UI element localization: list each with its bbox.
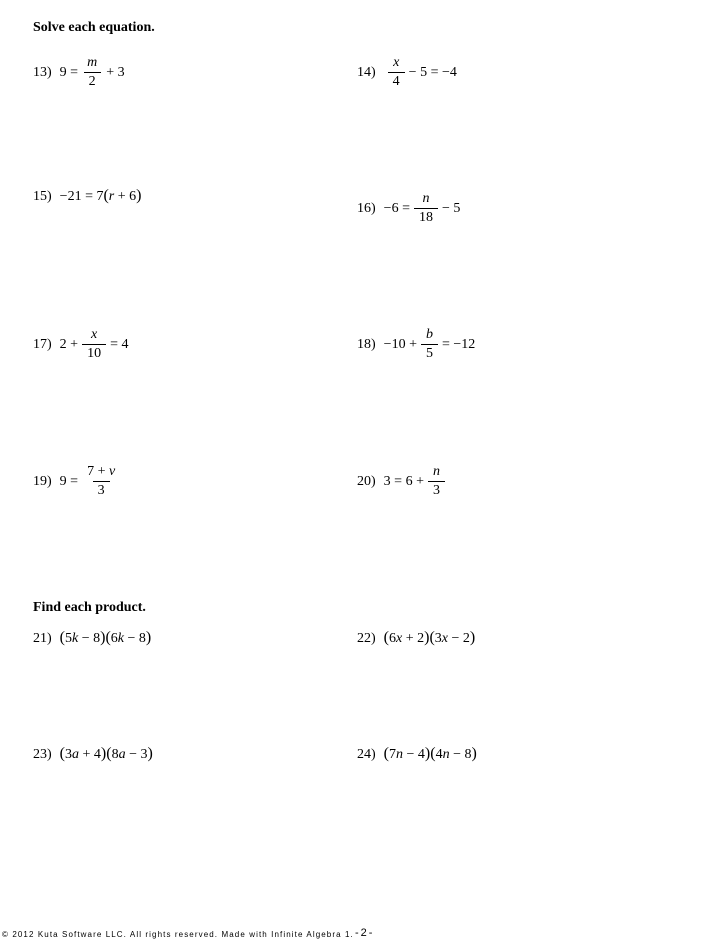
section-heading-solve: Solve each equation. xyxy=(33,20,155,35)
numerator-variable: v xyxy=(108,464,116,479)
problem-number: 16) xyxy=(357,200,376,216)
constant-term: − 8 xyxy=(78,631,101,646)
fraction-numerator: b xyxy=(425,327,433,342)
coefficient: 8 xyxy=(111,747,119,762)
problem-24: 24) (7n − 4)(4n − 8) xyxy=(357,745,477,762)
problem-15 xyxy=(33,188,141,204)
constant-term: + 4 xyxy=(79,747,101,762)
fraction xyxy=(421,328,438,361)
problem-number: 20) xyxy=(357,473,376,489)
fraction-denominator: 4 xyxy=(388,72,405,89)
equation-rest: − 5 xyxy=(441,200,461,216)
constant-term: − 4 xyxy=(403,747,425,762)
coefficient: 3 xyxy=(434,631,442,646)
problem-18 xyxy=(357,328,475,361)
equation-rest: = −12 xyxy=(441,336,476,352)
problem-19 xyxy=(33,465,124,498)
problem-14 xyxy=(357,56,457,89)
equation-rest: + 3 xyxy=(106,64,125,80)
equation-rest: = 4 xyxy=(110,336,129,352)
variable: r xyxy=(108,189,115,204)
fraction-numerator: n xyxy=(422,191,430,206)
variable: k xyxy=(72,631,79,646)
coefficient: 4 xyxy=(435,747,443,762)
fraction xyxy=(414,192,438,225)
fraction-denominator: 3 xyxy=(93,481,110,498)
equation-lhs: −6 = xyxy=(383,200,410,216)
equation-lhs: −10 + xyxy=(383,336,417,352)
fraction xyxy=(82,465,120,498)
problem-number: 24) xyxy=(357,747,376,762)
constant-term: − 8 xyxy=(124,631,146,646)
problem-number: 18) xyxy=(357,336,376,352)
problem-23: 23) (3a + 4)(8a − 3) xyxy=(33,745,153,762)
equation-rest: − 5 = −4 xyxy=(408,64,457,80)
fraction xyxy=(82,328,106,361)
equation-lhs: 9 = xyxy=(59,473,79,489)
fraction-numerator: x xyxy=(90,327,98,342)
fraction-denominator: 3 xyxy=(428,481,445,498)
coefficient: 5 xyxy=(65,631,72,646)
problem-number: 14) xyxy=(357,64,376,80)
problem-number: 15) xyxy=(33,189,52,204)
coefficient: 6 xyxy=(389,631,396,646)
problem-number: 13) xyxy=(33,64,52,80)
constant-term: − 2 xyxy=(448,631,470,646)
problem-number: 21) xyxy=(33,631,52,646)
problem-13 xyxy=(33,56,125,89)
constant-term: − 3 xyxy=(125,747,148,762)
problem-number: 22) xyxy=(357,631,376,646)
variable: a xyxy=(72,747,79,762)
problem-20 xyxy=(357,465,449,498)
problem-number: 23) xyxy=(33,747,52,762)
fraction-denominator: 2 xyxy=(84,72,101,89)
fraction-denominator: 10 xyxy=(82,344,106,361)
fraction xyxy=(388,56,405,89)
open-paren: ( xyxy=(103,187,109,204)
fraction-numerator: n xyxy=(432,464,440,479)
page-number: -2- xyxy=(355,927,375,939)
problem-number: 17) xyxy=(33,336,52,352)
problem-21: 21) (5k − 8)(6k − 8) xyxy=(33,629,152,646)
problem-22: 22) (6x + 2)(3x − 2) xyxy=(357,629,476,646)
coefficient: 3 xyxy=(65,747,72,762)
fraction-numerator: x xyxy=(393,55,400,70)
fraction-numerator xyxy=(82,465,120,481)
fraction-denominator: 18 xyxy=(414,208,438,225)
fraction xyxy=(82,56,102,89)
fraction-numerator: m xyxy=(87,55,98,70)
constant-term: − 8 xyxy=(449,747,472,762)
variable: k xyxy=(117,631,124,646)
equation-lhs: 9 = xyxy=(59,64,79,80)
equation-lhs: 2 + xyxy=(59,336,79,352)
problem-17 xyxy=(33,328,128,361)
numerator-constant: 7 + xyxy=(87,464,109,479)
fraction-denominator: 5 xyxy=(421,344,438,361)
equation-lhs: 3 = 6 + xyxy=(383,473,424,489)
constant-term: + 2 xyxy=(402,631,425,646)
problem-number: 19) xyxy=(33,473,52,489)
coefficient: 6 xyxy=(110,631,118,646)
fraction xyxy=(428,465,445,498)
section-heading-product: Find each product. xyxy=(33,600,146,615)
variable: x xyxy=(441,631,448,646)
copyright-footer: © 2012 Kuta Software LLC. All rights reserved. Made with Infinite Algebra 1. xyxy=(2,930,354,939)
variable: n xyxy=(396,747,403,762)
variable: a xyxy=(118,747,126,762)
equation-inner: + 6 xyxy=(114,189,137,204)
equation-text: −21 = 7 xyxy=(59,189,104,204)
close-paren: ) xyxy=(136,187,142,204)
variable: x xyxy=(396,631,403,646)
variable: n xyxy=(442,747,450,762)
problem-16 xyxy=(357,192,460,225)
coefficient: 7 xyxy=(389,747,396,762)
